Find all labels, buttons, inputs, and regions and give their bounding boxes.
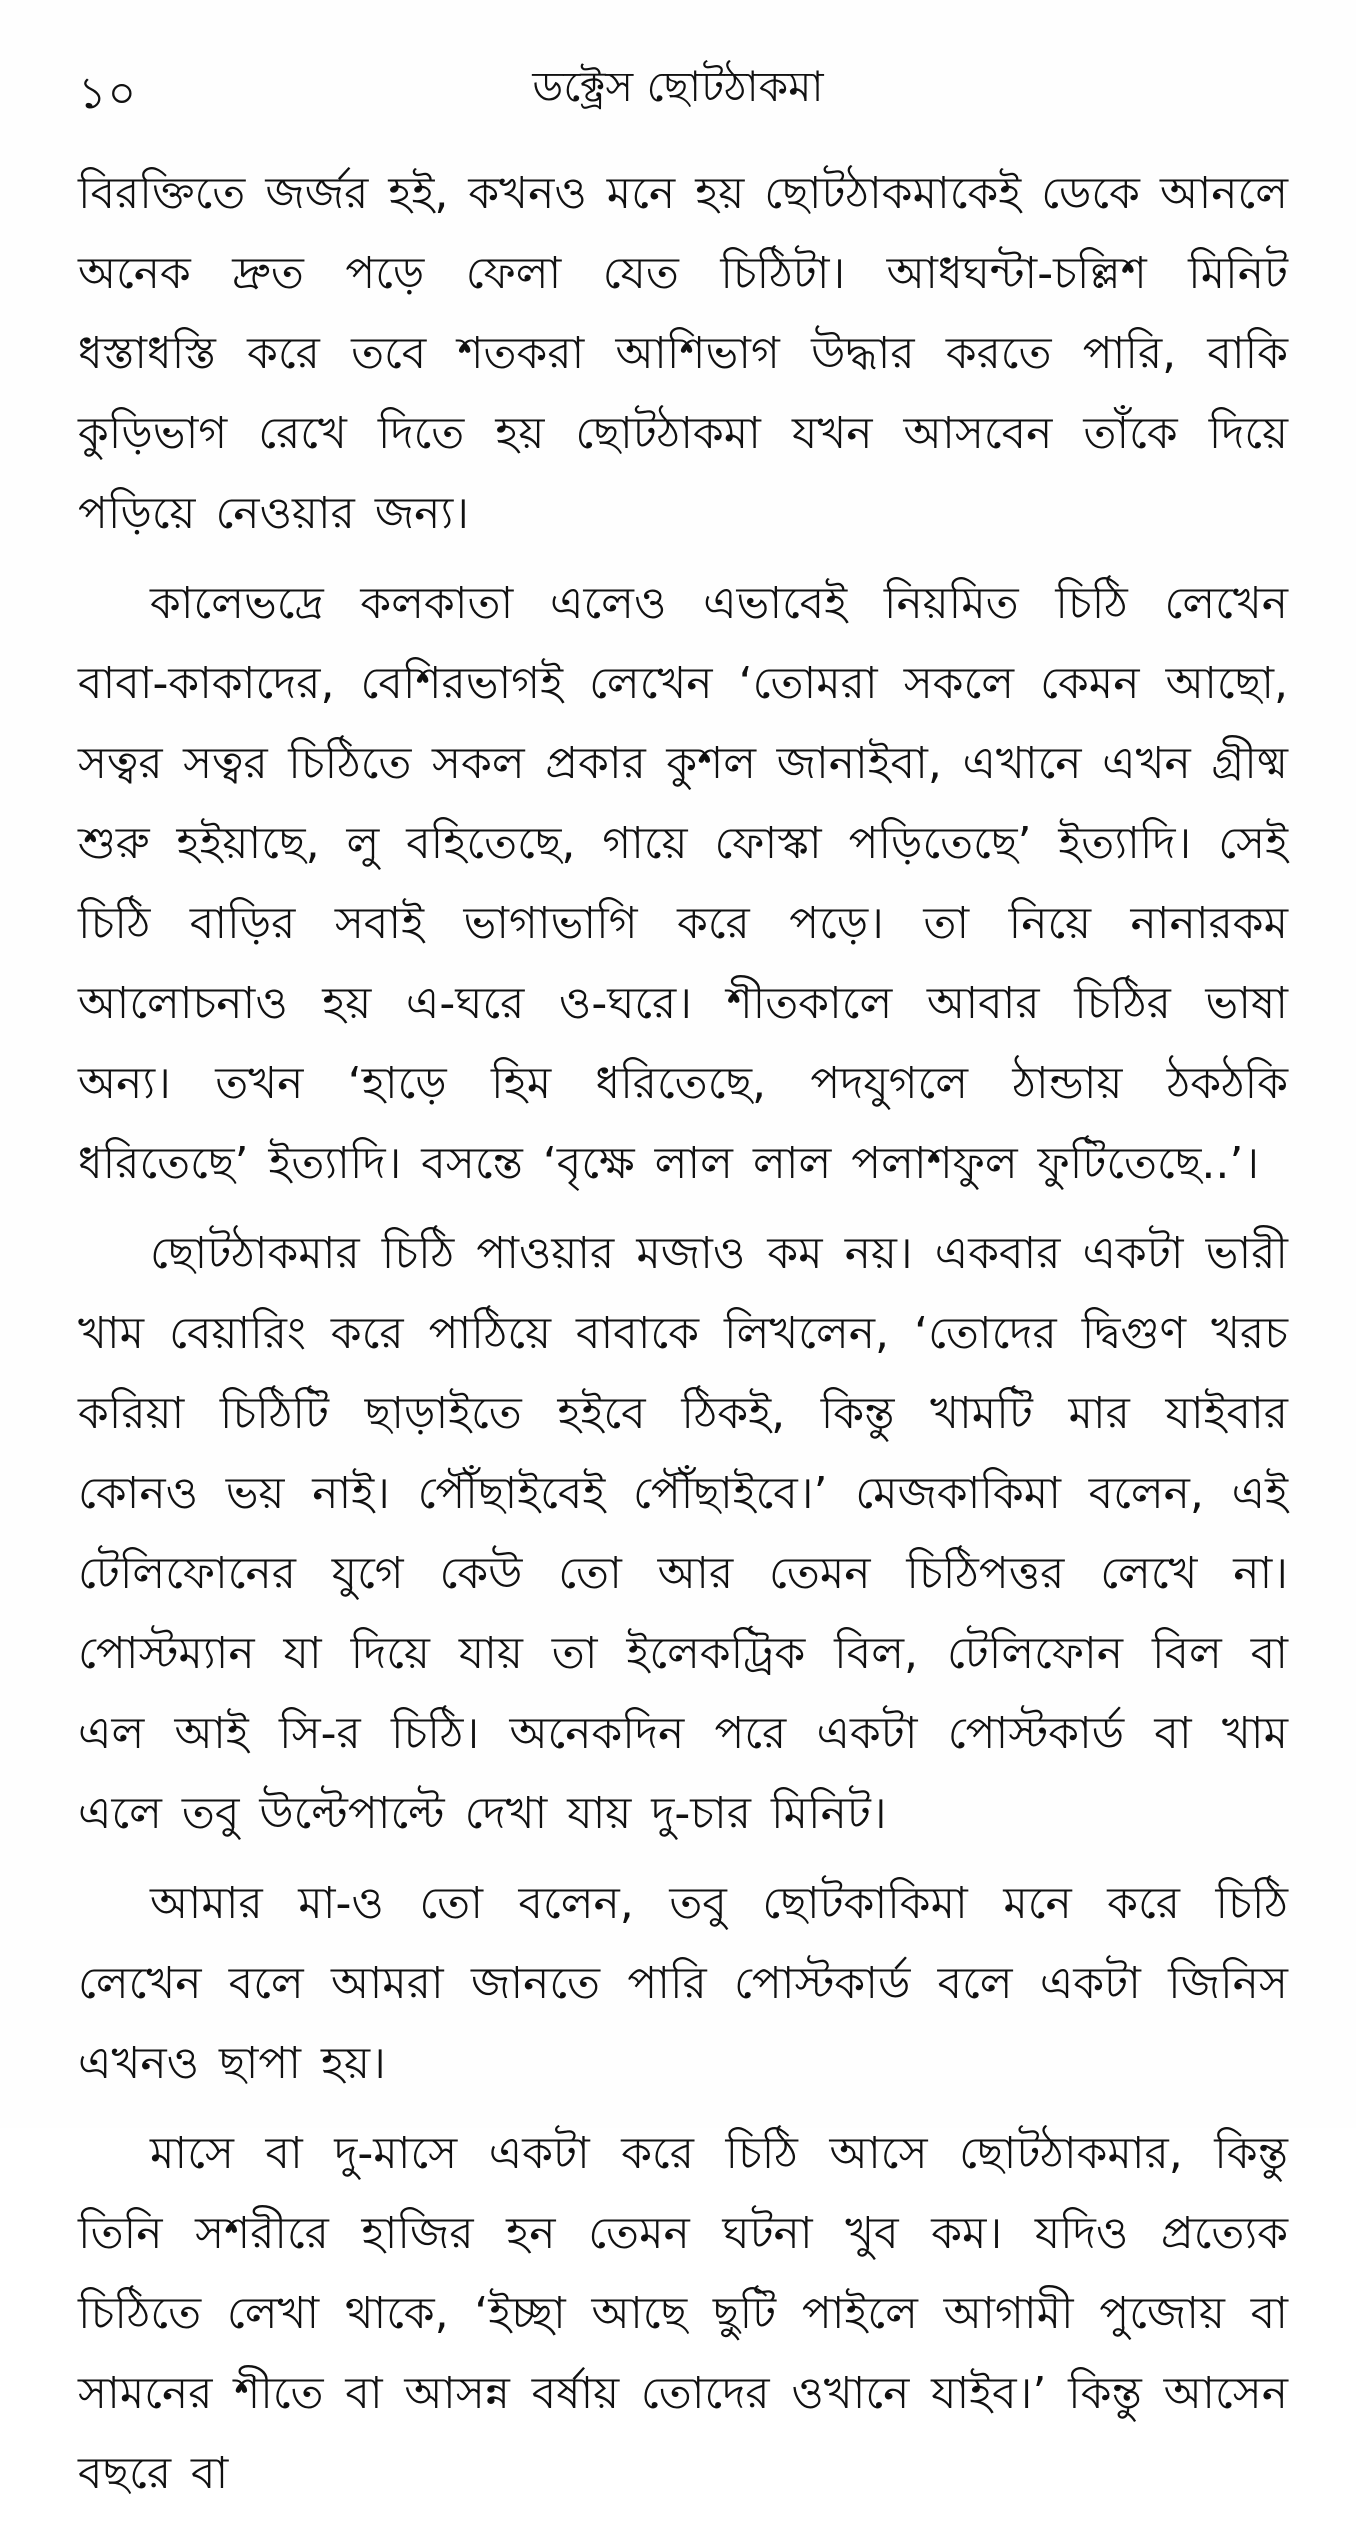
paragraph: বিরক্তিতে জর্জর হই, কখনও মনে হয় ছোটঠাকমাকেই ডেকে আনলে অনেক দ্রুত পড়ে ফেলা যেত চিঠিটা। আধঘন্টা-চল্লিশ মিনিট ধস্তাধস্তি করে তবে শতকরা আশিভাগ উদ্ধার করতে পারি, বাকি কুড়িভাগ রেখে দিতে হয় ছোটঠাকমা যখন আসবেন তাঁকে দিয়ে পড়িয়ে নেওয়ার জন্য। <box>78 168 1288 539</box>
page-number: ১০ <box>78 68 138 119</box>
paragraph: কালেভদ্রে কলকাতা এলেও এভাবেই নিয়মিত চিঠি লেখেন বাবা-কাকাদের, বেশিরভাগই লেখেন ‘তোমরা সকলে কেমন আছো, সত্বর সত্বর চিঠিতে সকল প্রকার কুশল জানাইবা, এখানে এখন গ্রীষ্ম শুরু হইয়াছে, লু বহিতেছে, গায়ে ফোস্কা পড়িতেছে’ ইত্যাদি। সেই চিঠি বাড়ির সবাই ভাগাভাগি করে পড়ে। তা নিয়ে নানারকম আলোচনাও হয় এ-ঘরে ও-ঘরে। শীতকালে আবার চিঠির ভাষা অন্য। তখন ‘হাড়ে হিম ধরিতেছে, পদযুগলে ঠান্ডায় ঠকঠকি ধরিতেছে’ ইত্যাদি। বসন্তে ‘বৃক্ষে লাল লাল পলাশফুল ফুটিতেছে..’। <box>78 578 1288 1189</box>
paragraph: ছোটঠাকমার চিঠি পাওয়ার মজাও কম নয়। একবার একটা ভারী খাম বেয়ারিং করে পাঠিয়ে বাবাকে লিখলেন, ‘তোদের দ্বিগুণ খরচ করিয়া চিঠিটি ছাড়াইতে হইবে ঠিকই, কিন্তু খামটি মার যাইবার কোনও ভয় নাই। পৌঁছাইবেই পৌঁছাইবে।’ মেজকাকিমা বলেন, এই টেলিফোনের যুগে কেউ তো আর তেমন চিঠিপত্তর লেখে না। পোস্টম্যান যা দিয়ে যায় তা ইলেকট্রিক বিল, টেলিফোন বিল বা এল আই সি-র চিঠি। অনেকদিন পরে একটা পোস্টকার্ড বা খাম এলে তবু উল্টেপাল্টে দেখা যায় দু-চার মিনিট। <box>78 1228 1288 1839</box>
paragraph: আমার মা-ও তো বলেন, তবু ছোটকাকিমা মনে করে চিঠি লেখেন বলে আমরা জানতে পারি পোস্টকার্ড বলে একটা জিনিস এখনও ছাপা হয়। <box>78 1878 1288 2089</box>
body-text <box>78 154 1288 2524</box>
running-head: ডক্ট্রেস ছোটঠাকমা <box>532 62 824 111</box>
paragraph: মাসে বা দু-মাসে একটা করে চিঠি আসে ছোটঠাকমার, কিন্তু তিনি সশরীরে হাজির হন তেমন ঘটনা খুব কম। যদিও প্রত্যেক চিঠিতে লেখা থাকে, ‘ইচ্ছা আছে ছুটি পাইলে আগামী পুজোয় বা সামনের শীতে বা আসন্ন বর্ষায় তোদের ওখানে যাইব।’ কিন্তু আসেন বছরে বা <box>78 2128 1288 2499</box>
